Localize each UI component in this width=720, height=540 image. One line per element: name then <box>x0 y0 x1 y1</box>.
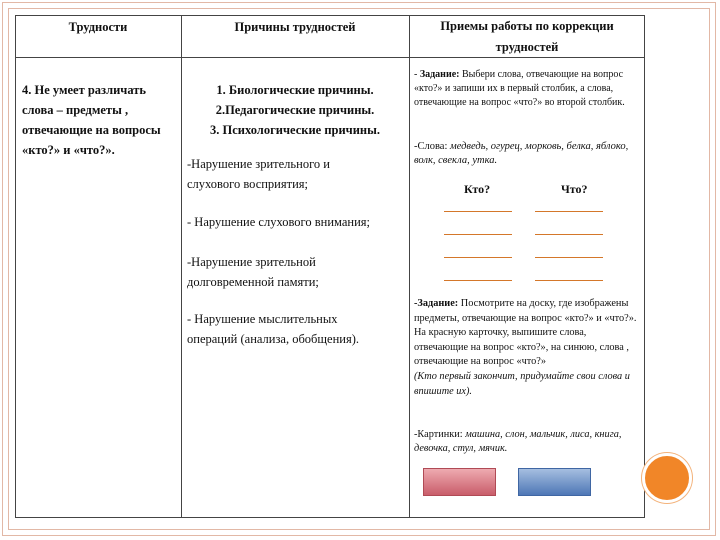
answer-line-who-1[interactable] <box>444 211 512 212</box>
cause-psychological: 3. Психологические причины. <box>209 123 381 137</box>
cause-item-perception <box>187 154 402 194</box>
cause-item-thinking-line1: - Нарушение мыслительных <box>187 312 338 326</box>
pictures-label: -Картинки: <box>414 429 463 440</box>
cause-item-perception-line2: слухового восприятия; <box>187 177 308 191</box>
header-difficulties: Трудности <box>68 20 128 34</box>
header-methods-line1: Приемы работы по коррекции <box>440 19 614 33</box>
answer-line-what-2[interactable] <box>535 234 603 235</box>
task-2-label: -Задание: <box>414 298 459 309</box>
cause-item-memory <box>187 252 402 292</box>
cause-item-thinking <box>187 309 402 349</box>
words-text: медведь, огурец, морковь, белка, яблоко, волк, свекла, утка. <box>414 141 629 166</box>
header-methods <box>409 16 645 58</box>
words-list <box>414 140 640 168</box>
pictures-text: машина, слон, мальчик, лиса, книга, девочка, стул, мячик. <box>414 429 622 454</box>
task-1 <box>414 68 640 110</box>
task-1-prefix: - <box>414 69 420 80</box>
column-who-heading: Кто? <box>464 182 491 196</box>
header-causes: Причины трудностей <box>234 20 356 34</box>
column-what-heading: Что? <box>561 182 588 196</box>
difficulty-line-2: слова – предметы , <box>22 103 129 117</box>
difficulty-line-3: отвечающие на вопросы <box>22 123 161 137</box>
task-2-note: (Кто первый закончит, придумайте свои слова и впишите их). <box>414 370 630 397</box>
answer-line-who-2[interactable] <box>444 234 512 235</box>
answer-line-what-1[interactable] <box>535 211 603 212</box>
cause-item-thinking-line2: операций (анализа, обобщения). <box>187 332 360 346</box>
answer-line-what-4[interactable] <box>535 280 603 281</box>
cause-item-memory-line1: -Нарушение зрительной <box>187 255 316 269</box>
header-methods-line2: трудностей <box>495 40 559 54</box>
difficulty-text <box>22 80 187 160</box>
cause-pedagogical: 2.Педагогические причины. <box>215 103 375 117</box>
blue-card[interactable] <box>518 468 591 496</box>
main-causes-list <box>181 80 409 140</box>
difficulty-line-4: «кто?» и «что?». <box>22 143 115 157</box>
red-card[interactable] <box>423 468 496 496</box>
column-divider-2 <box>409 15 410 518</box>
answer-line-what-3[interactable] <box>535 257 603 258</box>
task-2 <box>414 297 640 399</box>
cause-item-perception-line1: -Нарушение зрительного и <box>187 157 330 171</box>
pictures-list <box>414 428 640 456</box>
orange-circle-decoration <box>642 453 692 503</box>
words-label: -Слова: <box>414 141 448 152</box>
cause-biological: 1. Биологические причины. <box>216 83 374 97</box>
answer-line-who-3[interactable] <box>444 257 512 258</box>
cause-item-memory-line2: долговременной памяти; <box>187 275 319 289</box>
answer-line-who-4[interactable] <box>444 280 512 281</box>
task-2-text: Посмотрите на доску, где изображены предметы, отвечающие на вопрос «кто?» и «что?». На красную карточку, выпишите слова, отвечающие на вопрос «кто?», на синюю, слова , отвечающие на вопрос «что?» <box>414 298 637 368</box>
cause-item-attention: - Нарушение слухового внимания; <box>187 215 370 229</box>
task-1-label: Задание: <box>419 69 460 80</box>
difficulty-line-1: 4. Не умеет различать <box>22 83 147 97</box>
task-1-text: Выбери слова, отвечающие на вопрос «кто?» и запиши их в первый столбик, а слова, отвечающие на вопрос «что?» во второй столбик. <box>414 69 625 108</box>
